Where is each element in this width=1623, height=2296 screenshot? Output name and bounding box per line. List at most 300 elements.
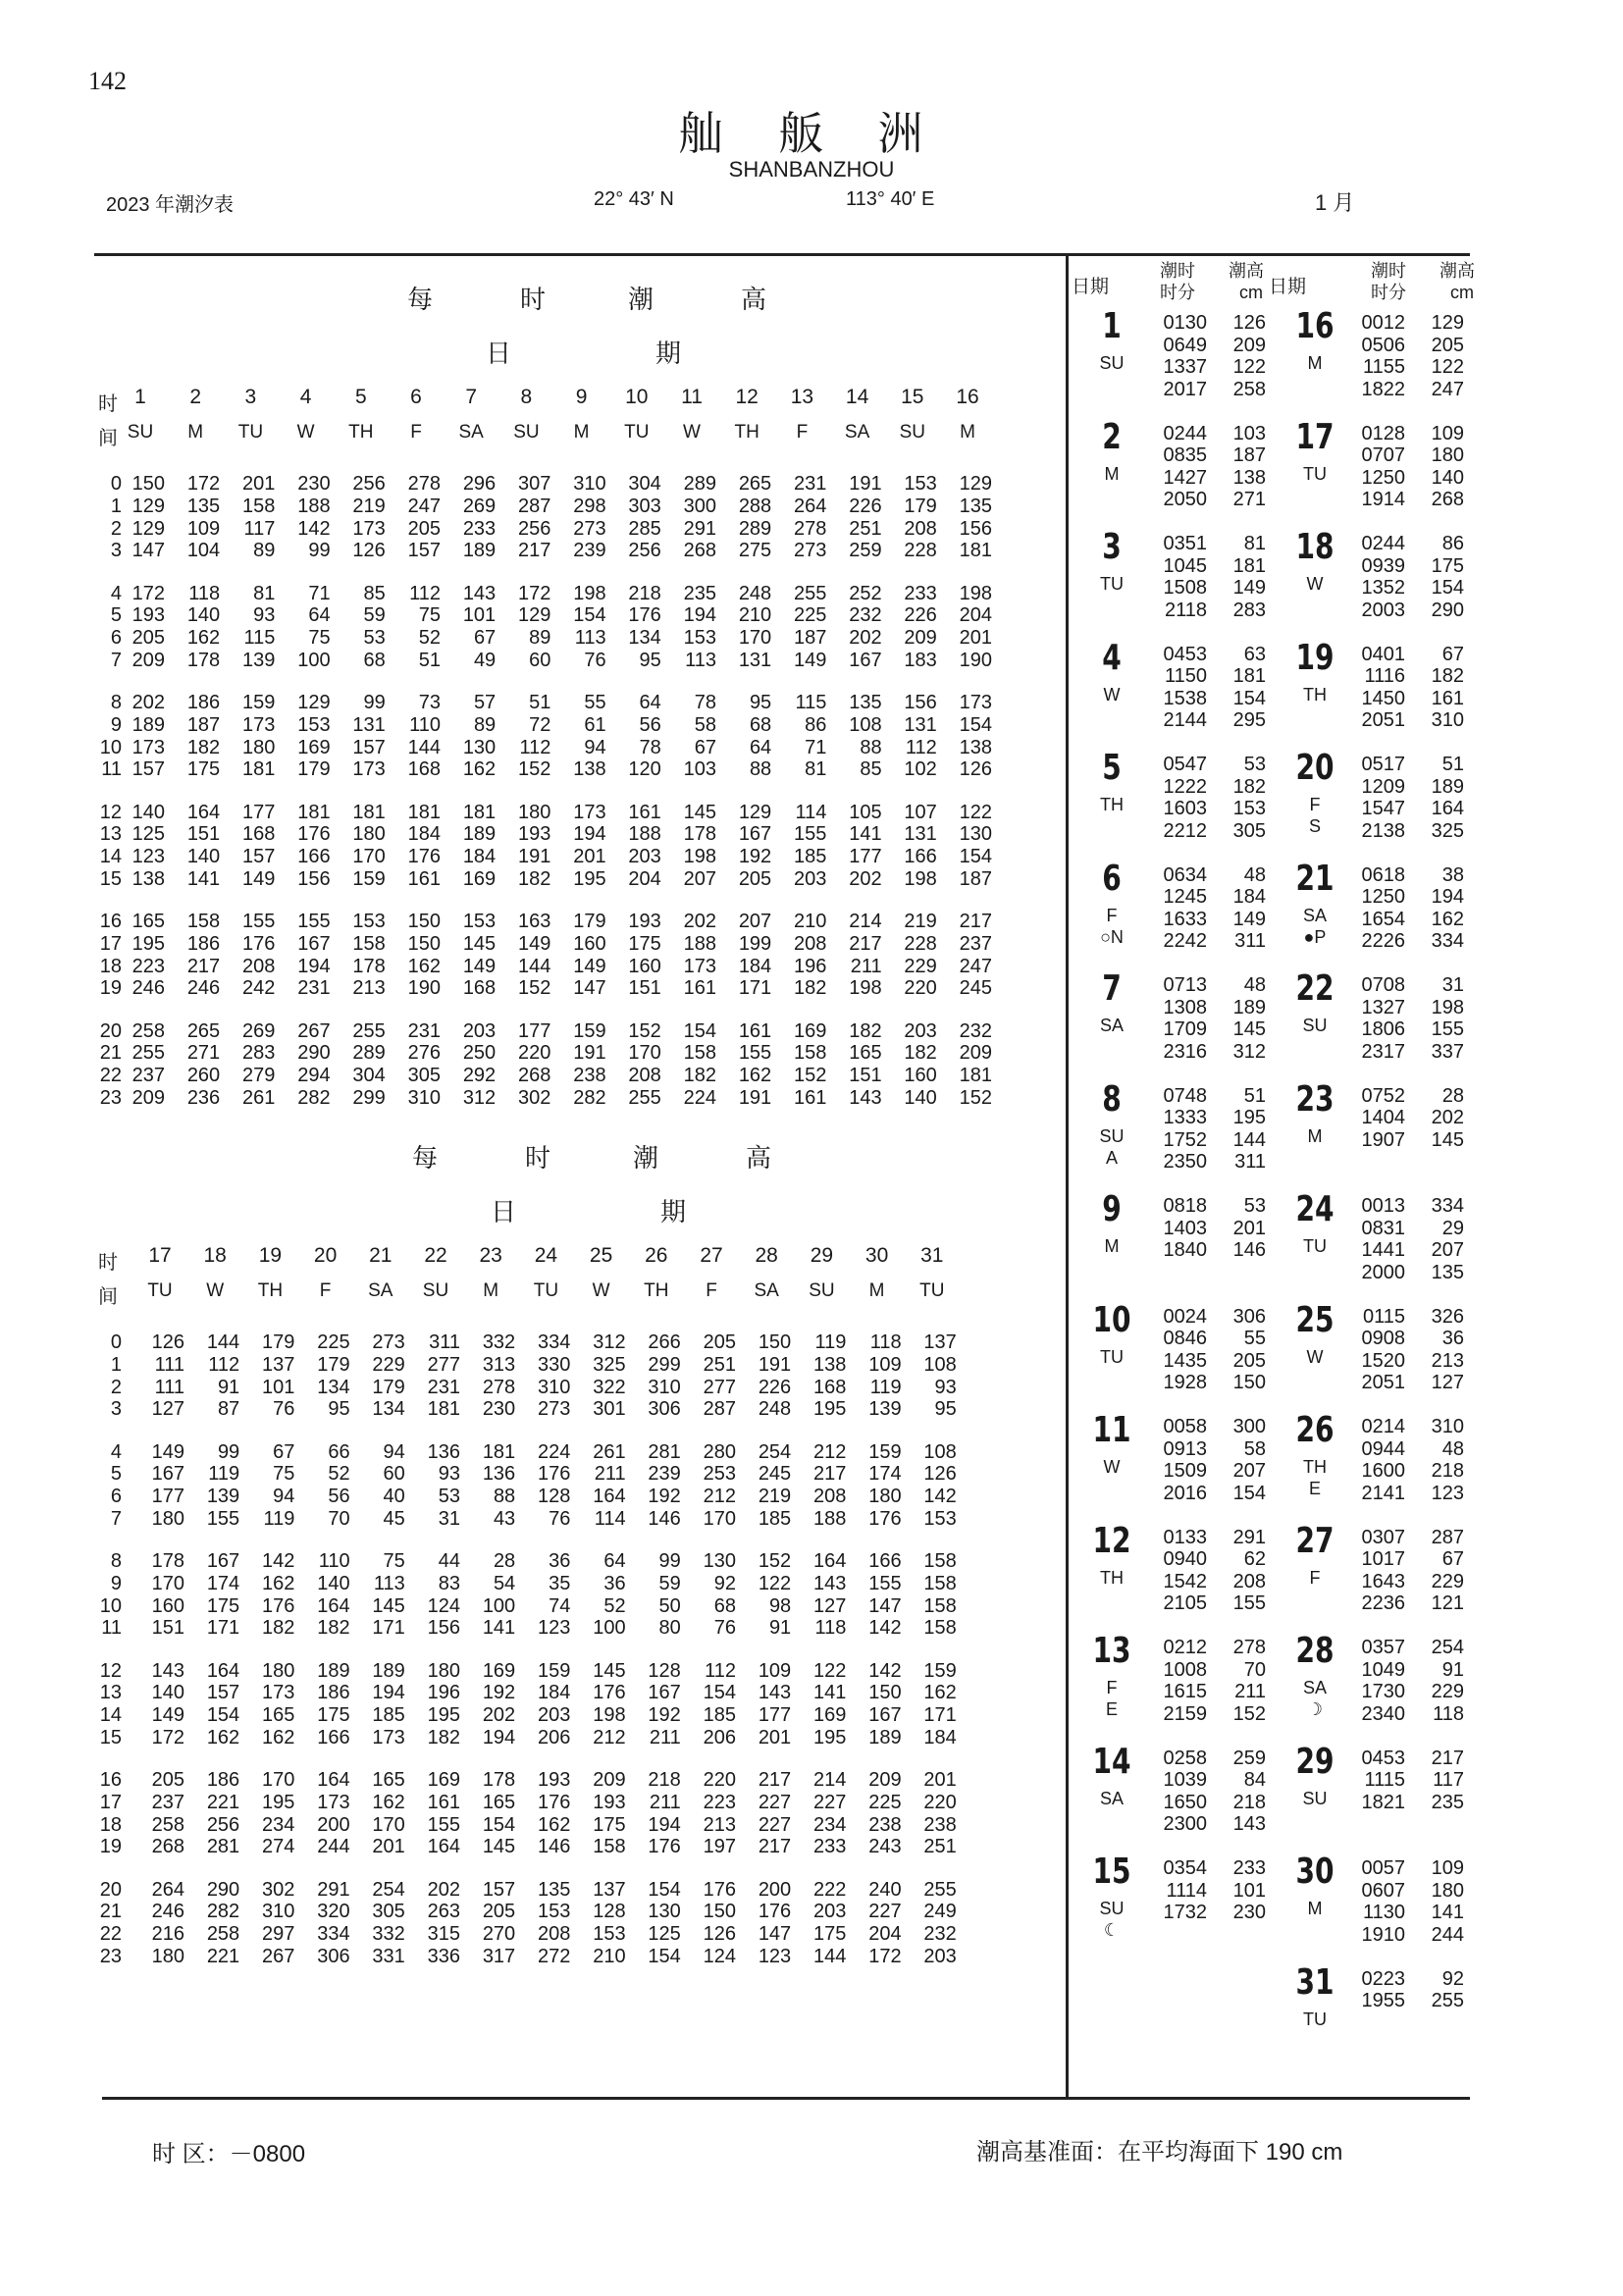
hourly-height-cell: 162 — [462, 758, 497, 781]
hourly-height-cell: 291 — [683, 517, 716, 540]
hourly-height-cell: 76 — [713, 1617, 736, 1640]
hl-tide-height: 213 — [1431, 1349, 1464, 1372]
hourly-height-cell: 167 — [849, 649, 882, 671]
hourly-height-cell: 202 — [849, 627, 882, 650]
hour-label: 9 — [110, 1572, 122, 1594]
hourly-height-cell: 253 — [703, 1463, 736, 1486]
hourly-height-cell: 310 — [262, 1901, 295, 1923]
hl-tide-height: 92 — [1441, 1967, 1464, 1990]
hourly-height-cell: 191 — [738, 1086, 772, 1109]
hourly-height-cell: 138 — [573, 758, 606, 781]
hourly-height-cell: 167 — [297, 932, 331, 955]
hl-day-number: 17 — [1295, 416, 1335, 457]
hl-day-number: 22 — [1295, 968, 1335, 1009]
hl-tide-time: 0212 — [1163, 1637, 1207, 1658]
hl-tide-height: 205 — [1232, 1349, 1266, 1372]
hourly-height-cell: 123 — [538, 1617, 571, 1640]
day-header: 3 — [244, 386, 257, 408]
hourly-height-cell: 261 — [242, 1086, 276, 1109]
hourly-height-cell: 224 — [538, 1440, 571, 1463]
page-number: 142 — [88, 67, 127, 95]
hl-tide-height: 310 — [1431, 709, 1464, 731]
hourly-height-cell: 211 — [649, 1726, 681, 1748]
hourly-height-cell: 212 — [703, 1486, 736, 1508]
hourly-height-cell: 282 — [206, 1901, 240, 1923]
hourly-height-cell: 118 — [188, 582, 221, 604]
hourly-height-cell: 200 — [317, 1813, 350, 1836]
hourly-height-cell: 157 — [242, 846, 276, 868]
hourly-height-cell: 71 — [805, 736, 827, 758]
hourly-height-cell: 227 — [868, 1901, 902, 1923]
hourly-height-cell: 178 — [151, 1550, 184, 1572]
weekday-header: SU — [513, 422, 540, 443]
hourly-height-cell: 205 — [151, 1769, 184, 1791]
hourly-height-cell: 182 — [518, 867, 551, 890]
hourly-height-cell: 212 — [813, 1440, 847, 1463]
day-header: 1 — [134, 386, 146, 408]
hourly-height-cell: 196 — [427, 1682, 460, 1704]
weekday-header: SU — [899, 422, 925, 443]
hourly-height-cell: 64 — [603, 1550, 626, 1572]
hour-label: 1 — [110, 495, 122, 517]
hourly-height-cell: 181 — [427, 1398, 460, 1421]
hourly-height-cell: 162 — [206, 1726, 240, 1748]
hourly-height-cell: 76 — [549, 1507, 571, 1530]
hl-tide-time: 0818 — [1163, 1195, 1207, 1217]
hourly-height-cell: 45 — [383, 1507, 405, 1530]
hl-tide-time: 0057 — [1361, 1857, 1405, 1879]
hourly-height-cell: 94 — [584, 736, 606, 758]
hourly-height-cell: 76 — [584, 649, 606, 671]
hl-tide-time: 1615 — [1163, 1681, 1207, 1702]
day-header: 10 — [625, 386, 649, 408]
hl-tide-time: 0908 — [1361, 1328, 1405, 1349]
hl-tide-time: 2236 — [1361, 1592, 1405, 1614]
hourly-height-cell: 139 — [868, 1398, 902, 1421]
hourly-height-cell: 165 — [482, 1791, 516, 1813]
hourly-height-cell: 227 — [758, 1813, 792, 1836]
weekday-header: TU — [237, 422, 264, 443]
hourly-height-cell: 209 — [904, 627, 937, 650]
hourly-height-cell: 250 — [462, 1042, 497, 1065]
hourly-height-cell: 180 — [352, 823, 386, 846]
hourly-height-cell: 287 — [703, 1398, 736, 1421]
hourly-height-cell: 138 — [813, 1353, 847, 1376]
hourly-height-cell: 273 — [794, 540, 827, 562]
hl-tide-time: 0618 — [1361, 863, 1405, 886]
hourly-height-cell: 194 — [648, 1813, 681, 1836]
hourly-height-cell: 211 — [850, 955, 882, 977]
hourly-height-cell: 228 — [904, 540, 937, 562]
hl-weekday: TU — [1303, 1236, 1327, 1256]
hourly-height-cell: 269 — [242, 1019, 276, 1042]
hourly-height-cell: 180 — [151, 1945, 184, 1967]
hourly-height-cell: 306 — [648, 1398, 681, 1421]
hourly-height-cell: 162 — [407, 955, 441, 977]
hl-tide-height: 155 — [1232, 1592, 1266, 1614]
hl-tide-time: 1654 — [1361, 908, 1405, 930]
column-divider — [1066, 253, 1069, 2100]
hourly-height-cell: 75 — [418, 604, 441, 627]
hl-tide-height: 278 — [1232, 1637, 1266, 1658]
hourly-height-cell: 194 — [683, 604, 716, 627]
hl-day-number: 23 — [1295, 1078, 1335, 1120]
hl-weekday: W — [1306, 1346, 1324, 1367]
hl-tide-height: 48 — [1243, 974, 1266, 996]
hourly-height-cell: 131 — [904, 713, 937, 736]
hourly-height-cell: 232 — [959, 1019, 992, 1042]
hourly-height-cell: 170 — [262, 1769, 295, 1791]
weekday-header: M — [483, 1280, 499, 1301]
hourly-height-cell: 261 — [593, 1440, 626, 1463]
hourly-height-cell: 265 — [186, 1019, 221, 1042]
station-title-en: SHANBANZHOU — [728, 157, 895, 182]
hourly-height-cell: 291 — [317, 1878, 350, 1901]
hourly-height-cell: 108 — [849, 713, 882, 736]
hourly-height-cell: 146 — [648, 1507, 681, 1530]
hourly-height-cell: 158 — [683, 1042, 716, 1065]
hourly-height-cell: 145 — [683, 801, 716, 823]
hourly-height-cell: 264 — [151, 1878, 184, 1901]
hourly-height-cell: 176 — [262, 1594, 295, 1617]
hourly-height-cell: 177 — [758, 1704, 792, 1727]
hourly-height-cell: 189 — [868, 1726, 902, 1748]
hourly-height-cell: 290 — [206, 1878, 240, 1901]
day-header: 17 — [148, 1244, 172, 1267]
hourly-height-cell: 66 — [328, 1440, 350, 1463]
day-header: 7 — [465, 386, 478, 408]
hourly-height-cell: 165 — [131, 911, 165, 932]
hourly-height-cell: 238 — [573, 1065, 606, 1087]
hourly-height-cell: 159 — [242, 692, 276, 713]
hour-label: 12 — [99, 1659, 122, 1682]
hourly-height-cell: 150 — [868, 1682, 902, 1704]
hourly-height-cell: 184 — [462, 846, 497, 868]
hourly-height-cell: 93 — [934, 1376, 957, 1398]
hl-tide-time: 2300 — [1163, 1813, 1207, 1835]
hourly-height-cell: 152 — [959, 1086, 992, 1109]
weekday-header: TH — [644, 1280, 669, 1301]
hourly-height-cell: 245 — [959, 977, 992, 1000]
hourly-height-cell: 135 — [186, 495, 221, 517]
hl-tide-time: 1115 — [1364, 1769, 1405, 1791]
hl-weekday: TH — [1303, 1457, 1327, 1477]
hourly-height-cell: 155 — [427, 1813, 460, 1836]
hl-tide-time: 2050 — [1163, 489, 1207, 510]
hourly-height-cell: 60 — [383, 1463, 405, 1486]
hourly-height-cell: 218 — [648, 1769, 681, 1791]
hourly-height-cell: 265 — [738, 473, 772, 495]
hourly-height-cell: 52 — [418, 627, 441, 650]
hl-tide-height: 205 — [1431, 334, 1464, 356]
hl-weekday: SA — [1302, 905, 1327, 925]
hourly-height-cell: 67 — [473, 627, 497, 650]
hl-day-number: 6 — [1102, 858, 1122, 899]
hourly-height-cell: 217 — [849, 932, 882, 955]
hl-tide-height: 84 — [1243, 1769, 1266, 1791]
hl-tide-height: 122 — [1232, 356, 1266, 378]
hourly-height-cell: 217 — [518, 540, 551, 562]
hourly-height-cell: 225 — [794, 604, 827, 627]
weekday-header: W — [206, 1280, 225, 1301]
hl-tide-time: 2051 — [1361, 709, 1405, 731]
hourly-height-cell: 113 — [685, 649, 716, 671]
hourly-height-cell: 80 — [658, 1617, 681, 1640]
hourly-height-cell: 91 — [768, 1617, 792, 1640]
hl-tide-time: 2317 — [1361, 1040, 1405, 1063]
hourly-height-cell: 164 — [317, 1594, 350, 1617]
hourly-height-cell: 189 — [317, 1659, 350, 1682]
hour-label-top: 时 — [98, 1252, 118, 1274]
hourly-height-cell: 310 — [538, 1376, 571, 1398]
hl-day-number: 21 — [1295, 858, 1335, 899]
hourly-height-cell: 75 — [273, 1463, 295, 1486]
hl-time-header-2: 时分 — [1160, 283, 1195, 302]
hourly-height-cell: 153 — [462, 911, 497, 932]
hourly-height-cell: 100 — [482, 1594, 516, 1617]
hl-tide-height: 247 — [1431, 378, 1464, 400]
hourly-height-cell: 99 — [217, 1440, 240, 1463]
hl-tide-time: 1752 — [1163, 1128, 1207, 1151]
hourly-height-cell: 144 — [813, 1945, 847, 1967]
hl-tide-time: 1914 — [1361, 489, 1405, 510]
hourly-height-cell: 108 — [923, 1440, 957, 1463]
hourly-height-cell: 203 — [904, 1019, 937, 1042]
hourly-height-cell: 157 — [407, 540, 441, 562]
hourly-height-cell: 164 — [427, 1836, 460, 1858]
hourly-height-cell: 75 — [308, 627, 331, 650]
hl-tide-height: 337 — [1431, 1040, 1464, 1063]
hourly-height-cell: 53 — [438, 1486, 460, 1508]
hourly-height-cell: 256 — [518, 517, 551, 540]
hourly-height-cell: 228 — [904, 932, 937, 955]
hourly-height-cell: 128 — [593, 1901, 626, 1923]
hourly-height-cell: 184 — [738, 955, 772, 977]
hl-tide-time: 1404 — [1361, 1107, 1405, 1128]
hourly-height-cell: 113 — [373, 1572, 405, 1594]
hourly-height-cell: 158 — [923, 1617, 957, 1640]
hl-day-number: 26 — [1295, 1410, 1335, 1450]
latitude: 22° 43′ N — [594, 188, 674, 210]
hourly-height-cell: 92 — [713, 1572, 736, 1594]
hour-label: 20 — [99, 1019, 122, 1042]
hourly-height-cell: 300 — [683, 495, 716, 517]
hourly-height-cell: 210 — [794, 911, 827, 932]
hl-tide-time: 2144 — [1163, 709, 1207, 731]
hourly-height-cell: 140 — [317, 1572, 350, 1594]
hourly-height-cell: 162 — [923, 1682, 957, 1704]
hl-tide-time: 0547 — [1163, 754, 1207, 775]
hourly-height-cell: 202 — [482, 1704, 516, 1727]
hourly-height-cell: 176 — [297, 823, 331, 846]
hourly-height-cell: 162 — [738, 1065, 772, 1087]
hl-tide-time: 2242 — [1163, 930, 1207, 952]
hourly-height-cell: 110 — [409, 713, 441, 736]
hourly-height-cell: 35 — [549, 1572, 571, 1594]
hourly-height-cell: 292 — [462, 1065, 497, 1087]
hl-tide-time: 1508 — [1163, 577, 1207, 599]
hourly-height-cell: 182 — [262, 1617, 295, 1640]
hl-tide-time: 0354 — [1163, 1857, 1207, 1879]
hourly-height-cell: 334 — [538, 1331, 571, 1353]
hourly-height-cell: 220 — [703, 1769, 736, 1791]
hl-tide-time: 1333 — [1163, 1107, 1207, 1128]
hourly-height-cell: 52 — [603, 1594, 626, 1617]
hourly-height-cell: 125 — [131, 823, 165, 846]
hourly-height-cell: 112 — [905, 736, 937, 758]
hourly-height-cell: 43 — [493, 1507, 516, 1530]
hourly-height-cell: 173 — [131, 736, 165, 758]
hourly-height-cell: 207 — [683, 867, 716, 890]
hourly-height-cell: 282 — [573, 1086, 606, 1109]
hourly-height-cell: 232 — [849, 604, 882, 627]
hourly-height-cell: 60 — [529, 649, 551, 671]
hourly-height-cell: 175 — [813, 1923, 847, 1946]
hl-tide-time: 1308 — [1163, 996, 1207, 1018]
hourly-height-cell: 179 — [904, 495, 937, 517]
hl-tide-time: 1910 — [1361, 1923, 1405, 1946]
hourly-height-cell: 126 — [352, 540, 386, 562]
hourly-height-cell: 176 — [407, 846, 441, 868]
hl-tide-height: 53 — [1243, 754, 1266, 775]
hour-label: 20 — [99, 1878, 122, 1901]
hourly-height-cell: 151 — [849, 1065, 882, 1087]
hourly-height-cell: 175 — [186, 758, 221, 781]
hour-label: 18 — [99, 1813, 122, 1836]
hourly-height-cell: 109 — [868, 1353, 902, 1376]
hourly-height-cell: 130 — [703, 1550, 736, 1572]
hour-label: 0 — [110, 1331, 122, 1353]
hourly-height-cell: 176 — [868, 1507, 902, 1530]
hl-tide-height: 175 — [1431, 554, 1464, 577]
hourly-height-cell: 202 — [131, 692, 165, 713]
hourly-height-cell: 175 — [593, 1813, 626, 1836]
hourly-height-cell: 198 — [849, 977, 882, 1000]
hourly-height-cell: 147 — [758, 1923, 792, 1946]
hl-tide-time: 1435 — [1163, 1349, 1207, 1372]
hourly-height-cell: 172 — [868, 1945, 902, 1967]
hourly-height-cell: 206 — [538, 1726, 571, 1748]
hourly-height-cell: 99 — [363, 692, 386, 713]
hourly-height-cell: 107 — [904, 801, 937, 823]
hourly-height-cell: 161 — [427, 1791, 460, 1813]
hourly-height-cell: 180 — [242, 736, 276, 758]
hl-tide-time: 0707 — [1361, 444, 1405, 466]
hourly-height-cell: 201 — [959, 627, 992, 650]
hourly-height-cell: 165 — [849, 1042, 882, 1065]
hourly-height-cell: 322 — [593, 1376, 626, 1398]
hourly-height-cell: 162 — [262, 1726, 295, 1748]
weekday-header: W — [592, 1280, 610, 1301]
day-header: 24 — [534, 1244, 558, 1267]
hl-tide-time: 1155 — [1362, 356, 1405, 378]
hourly-height-cell: 103 — [683, 758, 716, 781]
hourly-height-cell: 173 — [352, 517, 386, 540]
hl-tide-height: 187 — [1232, 444, 1266, 466]
hl-tide-height: 209 — [1232, 334, 1266, 356]
hl-tide-time: 0401 — [1361, 643, 1405, 665]
hourly-height-cell: 171 — [206, 1617, 240, 1640]
hourly-height-cell: 235 — [683, 582, 716, 604]
hl-tide-time: 1245 — [1163, 886, 1207, 908]
hourly-height-cell: 93 — [253, 604, 276, 627]
hourly-height-cell: 53 — [363, 627, 386, 650]
hourly-height-cell: 191 — [758, 1353, 792, 1376]
hourly-height-cell: 193 — [518, 823, 551, 846]
hourly-height-cell: 219 — [758, 1486, 792, 1508]
hourly-height-cell: 144 — [206, 1331, 240, 1353]
hl-tide-time: 1542 — [1163, 1570, 1207, 1592]
hourly-height-cell: 246 — [151, 1901, 184, 1923]
hl-weekday: M — [1307, 353, 1323, 373]
hl-tide-height: 207 — [1431, 1239, 1464, 1261]
hourly-height-cell: 144 — [407, 736, 441, 758]
hourly-height-cell: 246 — [186, 977, 221, 1000]
hourly-height-cell: 159 — [538, 1659, 571, 1682]
hourly-height-cell: 302 — [262, 1878, 295, 1901]
hl-day-number: 7 — [1102, 968, 1122, 1009]
hour-label: 16 — [99, 911, 122, 932]
hourly-height-cell: 193 — [538, 1769, 571, 1791]
hourly-height-cell: 158 — [923, 1594, 957, 1617]
hourly-height-cell: 166 — [317, 1726, 350, 1748]
hourly-height-cell: 208 — [904, 517, 937, 540]
hl-tide-height: 81 — [1243, 533, 1266, 554]
hourly-height-cell: 145 — [593, 1659, 626, 1682]
hl-moon-note: E — [1105, 1699, 1118, 1719]
hourly-height-cell: 238 — [923, 1813, 957, 1836]
hourly-height-cell: 188 — [297, 495, 331, 517]
hourly-title-char: 高 — [746, 1143, 772, 1173]
hourly-height-cell: 149 — [794, 649, 827, 671]
hourly-height-cell: 296 — [462, 473, 497, 495]
hourly-height-cell: 145 — [482, 1836, 516, 1858]
hourly-height-cell: 112 — [409, 582, 441, 604]
day-header: 19 — [258, 1244, 283, 1267]
hl-tide-height: 180 — [1431, 1879, 1464, 1902]
hourly-height-cell: 141 — [186, 867, 221, 890]
hl-tide-time: 0244 — [1163, 422, 1207, 444]
hl-tide-time: 2340 — [1361, 1702, 1405, 1725]
hourly-height-cell: 268 — [151, 1836, 184, 1858]
hl-tide-time: 0913 — [1163, 1437, 1207, 1460]
hourly-height-cell: 204 — [868, 1923, 902, 1946]
hl-tide-time: 2016 — [1163, 1482, 1207, 1504]
hourly-height-cell: 226 — [849, 495, 882, 517]
hourly-height-cell: 193 — [593, 1791, 626, 1813]
hourly-height-cell: 150 — [131, 473, 165, 495]
hl-tide-height: 150 — [1232, 1372, 1266, 1393]
hourly-height-cell: 99 — [658, 1550, 681, 1572]
weekday-header: SU — [127, 422, 154, 443]
day-header: 9 — [575, 386, 588, 408]
hourly-height-cell: 89 — [473, 713, 497, 736]
hourly-height-cell: 256 — [206, 1813, 240, 1836]
hourly-height-cell: 151 — [186, 823, 221, 846]
hl-weekday: TH — [1303, 684, 1327, 704]
hourly-height-cell: 119 — [263, 1507, 295, 1530]
hourly-height-cell: 204 — [959, 604, 992, 627]
hourly-height-cell: 156 — [904, 692, 937, 713]
hourly-height-cell: 138 — [959, 736, 992, 758]
hl-date-header: 日期 — [1072, 277, 1110, 297]
hourly-height-cell: 201 — [242, 473, 276, 495]
hourly-height-cell: 273 — [372, 1331, 405, 1353]
hl-day-number: 1 — [1102, 306, 1122, 346]
hl-tide-time: 0649 — [1163, 334, 1207, 356]
hl-tide-height: 121 — [1431, 1592, 1464, 1614]
hourly-height-cell: 189 — [462, 540, 497, 562]
